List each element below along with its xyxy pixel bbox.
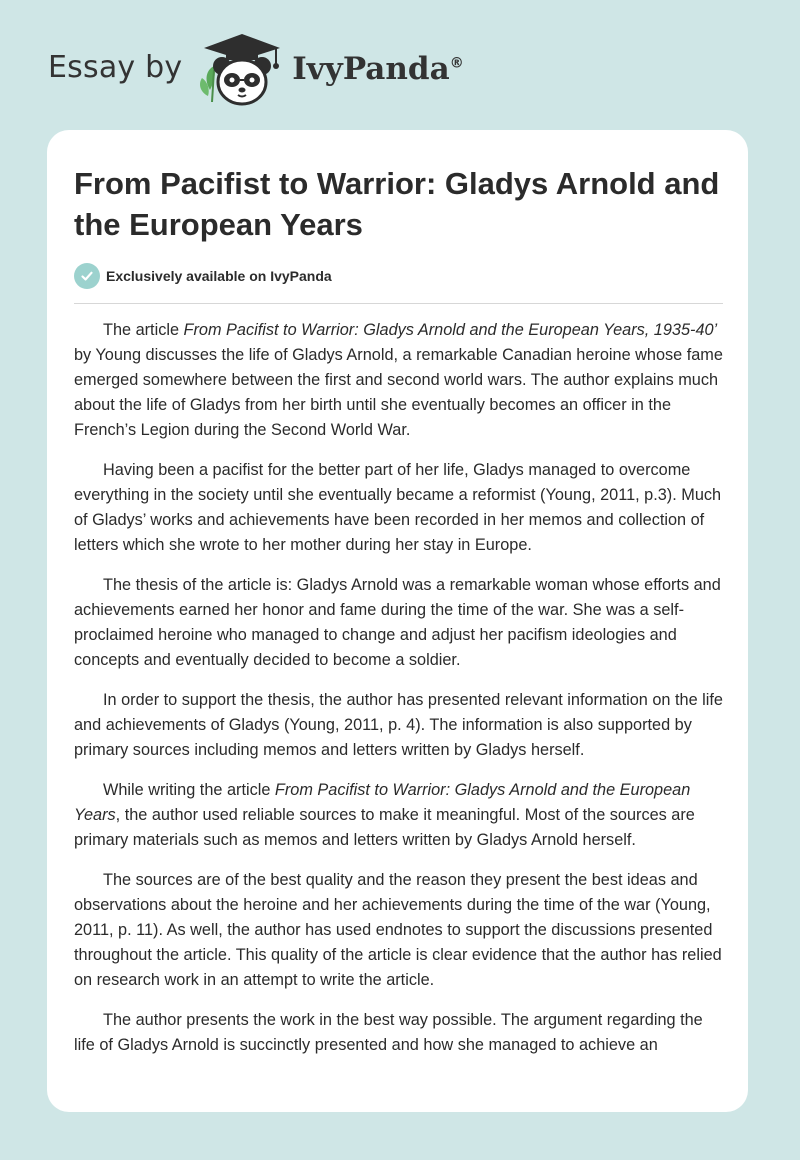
- essay-title: From Pacifist to Warrior: Gladys Arnold and the European Years: [74, 166, 720, 242]
- paragraph-4: In order to support the thesis, the author has presented relevant information on the life and achievements of Gladys (Young, 2011, p. 4). The information is also supported by primary sources including memos and letters written by Gladys herself.: [74, 691, 723, 759]
- paragraph-6: The sources are of the best quality and the reason they present the best ideas and observations about the heroine and her achievements during the time of the war (Young, 2011, p. 11). As well, the author has used endnotes to support the discussions presented throughout the article. This quality of the article is clear evidence that the author has relied on research work in an attempt to write the article.: [74, 871, 722, 989]
- check-circle-icon: [74, 263, 100, 289]
- paragraph-2: Having been a pacifist for the better part of her life, Gladys managed to overcome everything in the society until she eventually became a reformist (Young, 2011, p.3). Much of Gladys’ works and achievements have been recorded in her memos and collection of letters which she wrote to her mother during her stay in Europe.: [74, 461, 722, 554]
- paragraph-1: The article From Pacifist to Warrior: Gladys Arnold and the European Years, 1935-40’ by Young discusses the life of Gladys Arnold, a remarkable Canadian heroine whose fame emerged somewhere between the first and second world wars. The author explains much about the life of Gladys from her birth until she eventually becomes an officer in the French’s Legion during the Second World War.: [74, 321, 723, 439]
- essay-body: [74, 318, 726, 1073]
- exclusive-badge: [74, 263, 332, 289]
- site-brand[interactable]: [48, 30, 464, 110]
- brand-name: IvyPanda®: [292, 51, 464, 87]
- paragraph-5: While writing the article From Pacifist to Warrior: Gladys Arnold and the European Years, the author used reliable sources to make it meaningful. Most of the sources are primary materials such as memos and letters written by Gladys Arnold herself.: [74, 781, 695, 849]
- badge-label: Exclusively available on IvyPanda: [106, 268, 332, 284]
- divider: [74, 303, 723, 304]
- panda-graduate-icon: [196, 30, 288, 110]
- paragraph-3: The thesis of the article is: Gladys Arnold was a remarkable woman whose efforts and achievements earned her honor and fame during the time of the war. She was a self-proclaimed heroine who managed to change and adjust her pacifism ideologies and concepts and eventually decided to become a soldier.: [74, 576, 721, 669]
- essay-card: [47, 130, 748, 1112]
- brand-prefix: Essay by: [48, 49, 183, 85]
- paragraph-7: The author presents the work in the best way possible. The argument regarding the life of Gladys Arnold is succinctly presented and how she managed to achieve an: [74, 1011, 703, 1054]
